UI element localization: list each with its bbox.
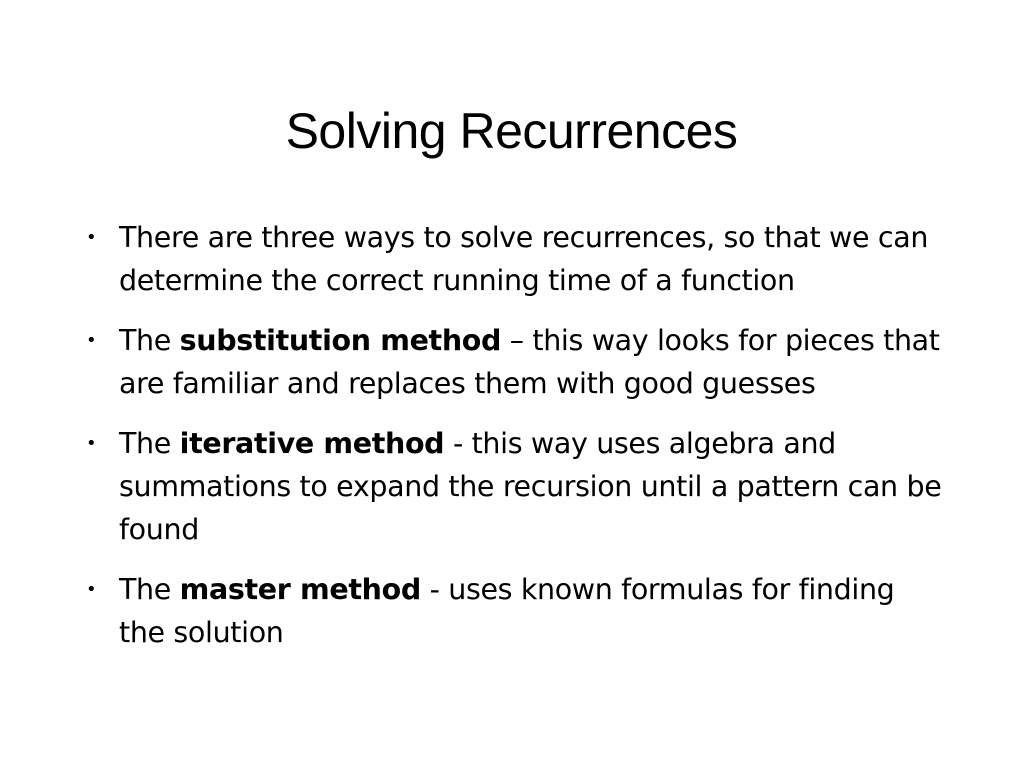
bullet-term: substitution method — [179, 324, 502, 357]
bullet-term: iterative method — [179, 427, 445, 460]
bullet-list — [82, 216, 942, 671]
bullet-term: master method — [179, 573, 421, 606]
bullet-item-iterative-method — [82, 422, 942, 551]
bullet-prefix: The — [119, 573, 180, 606]
bullet-item-substitution-method — [82, 319, 942, 405]
bullet-description: – this way looks for pieces that are familiar and replaces them with good guesses — [119, 324, 940, 400]
bullet-prefix: The — [119, 324, 180, 357]
bullet-icon: • — [86, 433, 97, 454]
bullet-icon: • — [86, 579, 97, 600]
bullet-item-master-method — [82, 568, 942, 654]
bullet-description: - uses known formulas for finding the solution — [119, 573, 895, 649]
bullet-item-ways-to-solve — [82, 216, 942, 302]
bullet-icon: • — [86, 330, 97, 351]
bullet-prefix: The — [119, 427, 180, 460]
bullet-description: - this way uses algebra and summations to expand the recursion until a pattern can be found — [119, 427, 942, 546]
bullet-text: There are three ways to solve recurrences, so that we can determine the correct running time of a function — [119, 221, 929, 297]
bullet-icon: • — [86, 227, 97, 248]
slide-title: Solving Recurrences — [285, 103, 738, 159]
